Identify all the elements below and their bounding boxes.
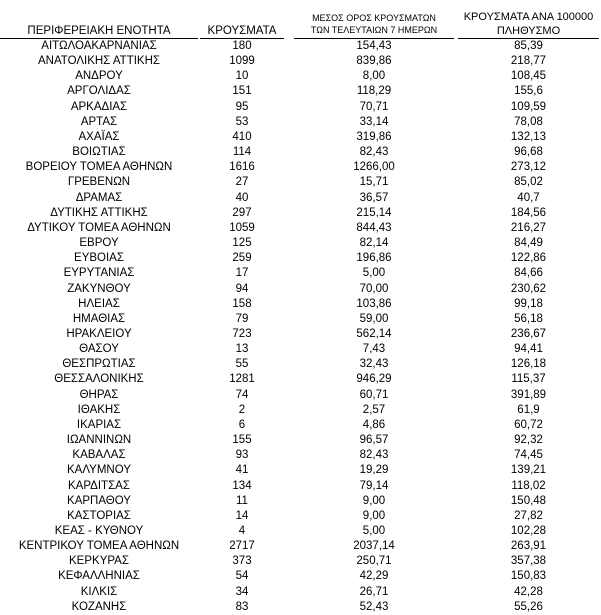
- per100k-cell: 155,6: [514, 85, 543, 98]
- cases-cell: 373: [232, 555, 252, 568]
- cases-cell: 134: [232, 479, 252, 492]
- avg7-cell: 79,14: [359, 479, 389, 492]
- table-row: [0, 418, 601, 433]
- table-row: [0, 585, 601, 600]
- per100k-cell: 42,28: [514, 585, 543, 598]
- per100k-cell: 84,66: [514, 267, 543, 280]
- cases-cell: 1099: [229, 55, 255, 68]
- per100k-cell: 236,67: [510, 327, 547, 340]
- cases-cell: 94: [235, 282, 249, 295]
- cases-cell: 1616: [229, 161, 255, 174]
- region-cell: ΑΡΓΟΛΙΔΑΣ: [67, 85, 131, 98]
- header-per100k-line1: ΚΡΟΥΣΜΑΤΑ ΑΝΑ 100000: [463, 11, 594, 23]
- cases-cell: 55: [235, 358, 249, 371]
- region-cell: ΕΒΡΟΥ: [79, 237, 119, 250]
- avg7-cell: 839,86: [356, 55, 392, 68]
- cases-cell: 13: [235, 343, 249, 356]
- per100k-cell: 139,21: [510, 464, 547, 477]
- cases-cell: 34: [235, 585, 249, 598]
- region-cell: ΑΙΤΩΛΟΑΚΑΡΝΑΝΙΑΣ: [41, 40, 157, 52]
- header-region: ΠΕΡΙΦΕΡΕΙΑΚΗ ΕΝΟΤΗΤΑ: [27, 25, 171, 37]
- per100k-cell: 118,02: [511, 479, 546, 492]
- region-cell: ΗΡΑΚΛΕΙΟΥ: [66, 327, 132, 340]
- table-row: [0, 554, 601, 569]
- per100k-cell: 230,62: [510, 282, 547, 295]
- per100k-cell: 126,18: [510, 358, 547, 371]
- cases-cell: 40: [235, 191, 249, 204]
- per100k-cell: 56,18: [514, 312, 543, 325]
- table-row: [0, 494, 601, 509]
- per100k-cell: 92,32: [514, 434, 543, 447]
- cases-cell: 74: [235, 388, 249, 401]
- per100k-cell: 94,41: [514, 343, 543, 356]
- region-cell: ΘΕΣΣΑΛΟΝΙΚΗΣ: [54, 373, 144, 386]
- region-cell: ΙΘΑΚΗΣ: [77, 403, 121, 416]
- table-row: [0, 39, 601, 54]
- avg7-cell: 36,57: [359, 191, 389, 204]
- region-cell: ΚΕΑΣ - ΚΥΘΝΟΥ: [54, 525, 144, 537]
- table-row: [0, 191, 601, 206]
- region-cell: ΚΕΝΤΡΙΚΟΥ ΤΟΜΕΑ ΑΘΗΝΩΝ: [18, 540, 180, 553]
- avg7-cell: 52,43: [359, 600, 389, 613]
- per100k-cell: 109,59: [510, 100, 547, 113]
- table-row: [0, 448, 601, 463]
- avg7-cell: 33,14: [359, 115, 389, 128]
- table-row: [0, 175, 601, 190]
- region-cell: ΖΑΚΥΝΘΟΥ: [67, 282, 131, 295]
- avg7-cell: 42,29: [359, 570, 389, 583]
- avg7-cell: 196,86: [356, 252, 392, 265]
- cases-cell: 17: [235, 267, 249, 280]
- table-row: [0, 130, 601, 145]
- per100k-cell: 108,45: [510, 70, 547, 83]
- avg7-cell: 215,14: [356, 206, 392, 219]
- per100k-cell: 132,13: [510, 130, 547, 143]
- region-cell: ΚΕΦΑΛΛΗΝΙΑΣ: [58, 570, 140, 583]
- table-row: [0, 312, 601, 327]
- header-avg7-line2: ΤΩΝ ΤΕΛΕΥΤΑΙΩΝ 7 ΗΜΕΡΩΝ: [310, 25, 438, 35]
- region-cell: ΗΛΕΙΑΣ: [78, 297, 120, 310]
- region-cell: ΗΜΑΘΙΑΣ: [72, 312, 126, 325]
- table-row: [0, 115, 601, 130]
- table-row: [0, 342, 601, 357]
- region-cell: ΔΡΑΜΑΣ: [75, 191, 123, 204]
- table-row: [0, 479, 601, 494]
- table-row: [0, 297, 601, 312]
- region-cell: ΕΥΡΥΤΑΝΙΑΣ: [63, 267, 135, 280]
- cases-cell: 27: [235, 176, 249, 189]
- avg7-cell: 2037,14: [353, 540, 395, 553]
- cases-cell: 1059: [229, 221, 255, 234]
- header-avg7-line1: ΜΕΣΟΣ ΟΡΟΣ ΚΡΟΥΣΜΑΤΩΝ: [312, 13, 436, 23]
- region-cell: ΚΑΣΤΟΡΙΑΣ: [67, 509, 131, 522]
- per100k-cell: 78,08: [514, 115, 543, 128]
- avg7-cell: 1266,00: [353, 161, 395, 174]
- per100k-cell: 74,45: [514, 449, 543, 462]
- per100k-cell: 27,82: [514, 509, 543, 522]
- table-row: [0, 569, 601, 584]
- region-cell: ΕΥΒΟΙΑΣ: [74, 252, 124, 265]
- region-cell: ΚΑΒΑΛΑΣ: [72, 449, 126, 462]
- per100k-cell: 184,56: [510, 206, 547, 219]
- region-cell: ΚΙΛΚΙΣ: [80, 585, 118, 598]
- cases-cell: 79: [235, 312, 249, 325]
- table-row: [0, 282, 601, 297]
- region-cell: ΑΡΤΑΣ: [80, 115, 118, 128]
- region-cell: ΒΟΙΩΤΙΑΣ: [72, 146, 126, 159]
- table-row: [0, 84, 601, 99]
- region-cell: ΙΚΑΡΙΑΣ: [76, 418, 122, 431]
- cases-cell: 151: [232, 85, 252, 98]
- avg7-cell: 4,86: [362, 418, 386, 431]
- cases-cell: 4: [238, 525, 246, 537]
- cases-cell: 125: [232, 237, 252, 250]
- avg7-cell: 319,86: [356, 130, 392, 143]
- avg7-cell: 2,57: [362, 403, 386, 416]
- avg7-cell: 82,43: [359, 449, 389, 462]
- per100k-cell: 216,27: [510, 221, 547, 234]
- table-row: [0, 372, 601, 387]
- per100k-cell: 85,39: [514, 40, 543, 52]
- avg7-cell: 26,71: [359, 585, 389, 598]
- avg7-cell: 103,86: [356, 297, 392, 310]
- region-cell: ΙΩΑΝΝΙΝΩΝ: [66, 434, 132, 447]
- region-cell: ΚΑΡΠΑΘΟΥ: [67, 494, 131, 507]
- table-row: [0, 54, 601, 69]
- table-row: [0, 221, 601, 236]
- region-cell: ΔΥΤΙΚΟΥ ΤΟΜΕΑ ΑΘΗΝΩΝ: [27, 221, 171, 234]
- cases-cell: 83: [235, 600, 249, 613]
- per100k-cell: 99,18: [514, 297, 543, 310]
- region-cell: ΓΡΕΒΕΝΩΝ: [67, 176, 131, 189]
- cases-cell: 2: [238, 403, 246, 416]
- per100k-cell: 273,12: [510, 161, 547, 174]
- region-cell: ΑΝΑΤΟΛΙΚΗΣ ΑΤΤΙΚΗΣ: [37, 55, 160, 68]
- avg7-cell: 154,43: [356, 40, 392, 52]
- cases-cell: 53: [235, 115, 249, 128]
- region-cell: ΚΑΡΔΙΤΣΑΣ: [68, 479, 130, 492]
- region-cell: ΑΝΔΡΟΥ: [75, 70, 123, 83]
- cases-cell: 93: [235, 449, 249, 462]
- table-row: [0, 251, 601, 266]
- table-row: [0, 266, 601, 281]
- per100k-cell: 102,28: [510, 525, 547, 537]
- avg7-cell: 9,00: [362, 509, 386, 522]
- table-row: [0, 509, 601, 524]
- per100k-cell: 263,91: [510, 540, 547, 553]
- table-row: [0, 327, 601, 342]
- avg7-cell: 844,43: [356, 221, 392, 234]
- per100k-cell: 55,26: [514, 600, 543, 613]
- table-row: [0, 600, 601, 615]
- cases-cell: 6: [238, 418, 246, 431]
- avg7-cell: 250,71: [356, 555, 392, 568]
- avg7-cell: 96,57: [359, 434, 389, 447]
- avg7-cell: 19,29: [359, 464, 389, 477]
- cases-cell: 11: [236, 494, 248, 507]
- region-cell: ΘΑΣΟΥ: [79, 343, 119, 356]
- avg7-cell: 9,00: [362, 494, 386, 507]
- per100k-cell: 115,37: [511, 373, 546, 386]
- per100k-cell: 150,48: [510, 494, 547, 507]
- per100k-cell: 218,77: [510, 55, 547, 68]
- cases-cell: 14: [235, 509, 249, 522]
- per100k-cell: 96,68: [514, 146, 543, 159]
- table-row: [0, 69, 601, 84]
- header-per100k: [458, 10, 599, 38]
- table-row: [0, 145, 601, 160]
- cases-cell: 155: [232, 434, 252, 447]
- avg7-cell: 32,43: [359, 358, 389, 371]
- table-row: [0, 539, 601, 554]
- avg7-cell: 60,71: [359, 388, 389, 401]
- avg7-cell: 82,14: [359, 237, 389, 250]
- cases-cell: 1281: [229, 373, 255, 386]
- avg7-cell: 8,00: [362, 70, 386, 83]
- per100k-cell: 61,9: [517, 403, 540, 416]
- avg7-cell: 15,71: [359, 176, 389, 189]
- header-avg7: [294, 12, 454, 36]
- header-cases: ΚΡΟΥΣΜΑΤΑ: [207, 25, 277, 37]
- cases-cell: 54: [235, 570, 249, 583]
- cases-cell: 259: [232, 252, 252, 265]
- per100k-cell: 40,7: [517, 191, 540, 204]
- region-cell: ΚΑΛΥΜΝΟΥ: [67, 464, 131, 477]
- cases-cell: 95: [235, 100, 249, 113]
- per100k-cell: 122,86: [510, 252, 547, 265]
- cases-cell: 114: [232, 146, 252, 159]
- region-cell: ΘΕΣΠΡΩΤΙΑΣ: [62, 358, 136, 371]
- table-row: [0, 433, 601, 448]
- table-row: [0, 463, 601, 478]
- cases-cell: 180: [232, 40, 252, 52]
- per100k-cell: 85,02: [514, 176, 543, 189]
- avg7-cell: 59,00: [359, 312, 389, 325]
- region-cell: ΘΗΡΑΣ: [79, 388, 119, 401]
- per100k-cell: 60,72: [514, 418, 543, 431]
- cases-cell: 410: [232, 130, 252, 143]
- region-cell: ΚΕΡΚΥΡΑΣ: [69, 555, 129, 568]
- table-row: [0, 236, 601, 251]
- table-row: [0, 357, 601, 372]
- region-cell: ΑΡΚΑΔΙΑΣ: [70, 100, 128, 113]
- avg7-cell: 118,29: [356, 85, 392, 98]
- avg7-cell: 562,14: [356, 327, 392, 340]
- per100k-cell: 357,38: [510, 555, 547, 568]
- table-row: [0, 403, 601, 418]
- avg7-cell: 5,00: [362, 267, 386, 280]
- per100k-cell: 391,89: [510, 388, 547, 401]
- table-row: [0, 100, 601, 115]
- region-cell: ΔΥΤΙΚΗΣ ΑΤΤΙΚΗΣ: [50, 206, 148, 219]
- region-cell: ΑΧΑΪΑΣ: [78, 130, 120, 143]
- cases-cell: 297: [232, 206, 252, 219]
- cases-cell: 10: [235, 70, 249, 83]
- per100k-cell: 150,83: [510, 570, 547, 583]
- avg7-cell: 82,43: [359, 146, 389, 159]
- table-row: [0, 388, 601, 403]
- avg7-cell: 946,29: [356, 373, 392, 386]
- avg7-cell: 70,71: [359, 100, 389, 113]
- table-body: [0, 39, 601, 615]
- region-cell: ΒΟΡΕΙΟΥ ΤΟΜΕΑ ΑΘΗΝΩΝ: [25, 161, 173, 174]
- avg7-cell: 7,43: [362, 343, 386, 356]
- cases-cell: 2717: [229, 540, 255, 553]
- avg7-cell: 5,00: [362, 525, 386, 537]
- per100k-cell: 84,49: [514, 237, 543, 250]
- cases-cell: 41: [235, 464, 249, 477]
- cases-cell: 158: [232, 297, 252, 310]
- avg7-cell: 70,00: [359, 282, 389, 295]
- region-cell: ΚΟΖΑΝΗΣ: [71, 600, 127, 613]
- table-row: [0, 206, 601, 221]
- table-row: [0, 160, 601, 175]
- header-per100k-line2: ΠΛΗΘΥΣΜΟ: [496, 25, 561, 37]
- cases-cell: 723: [232, 327, 252, 340]
- table-row: [0, 524, 601, 539]
